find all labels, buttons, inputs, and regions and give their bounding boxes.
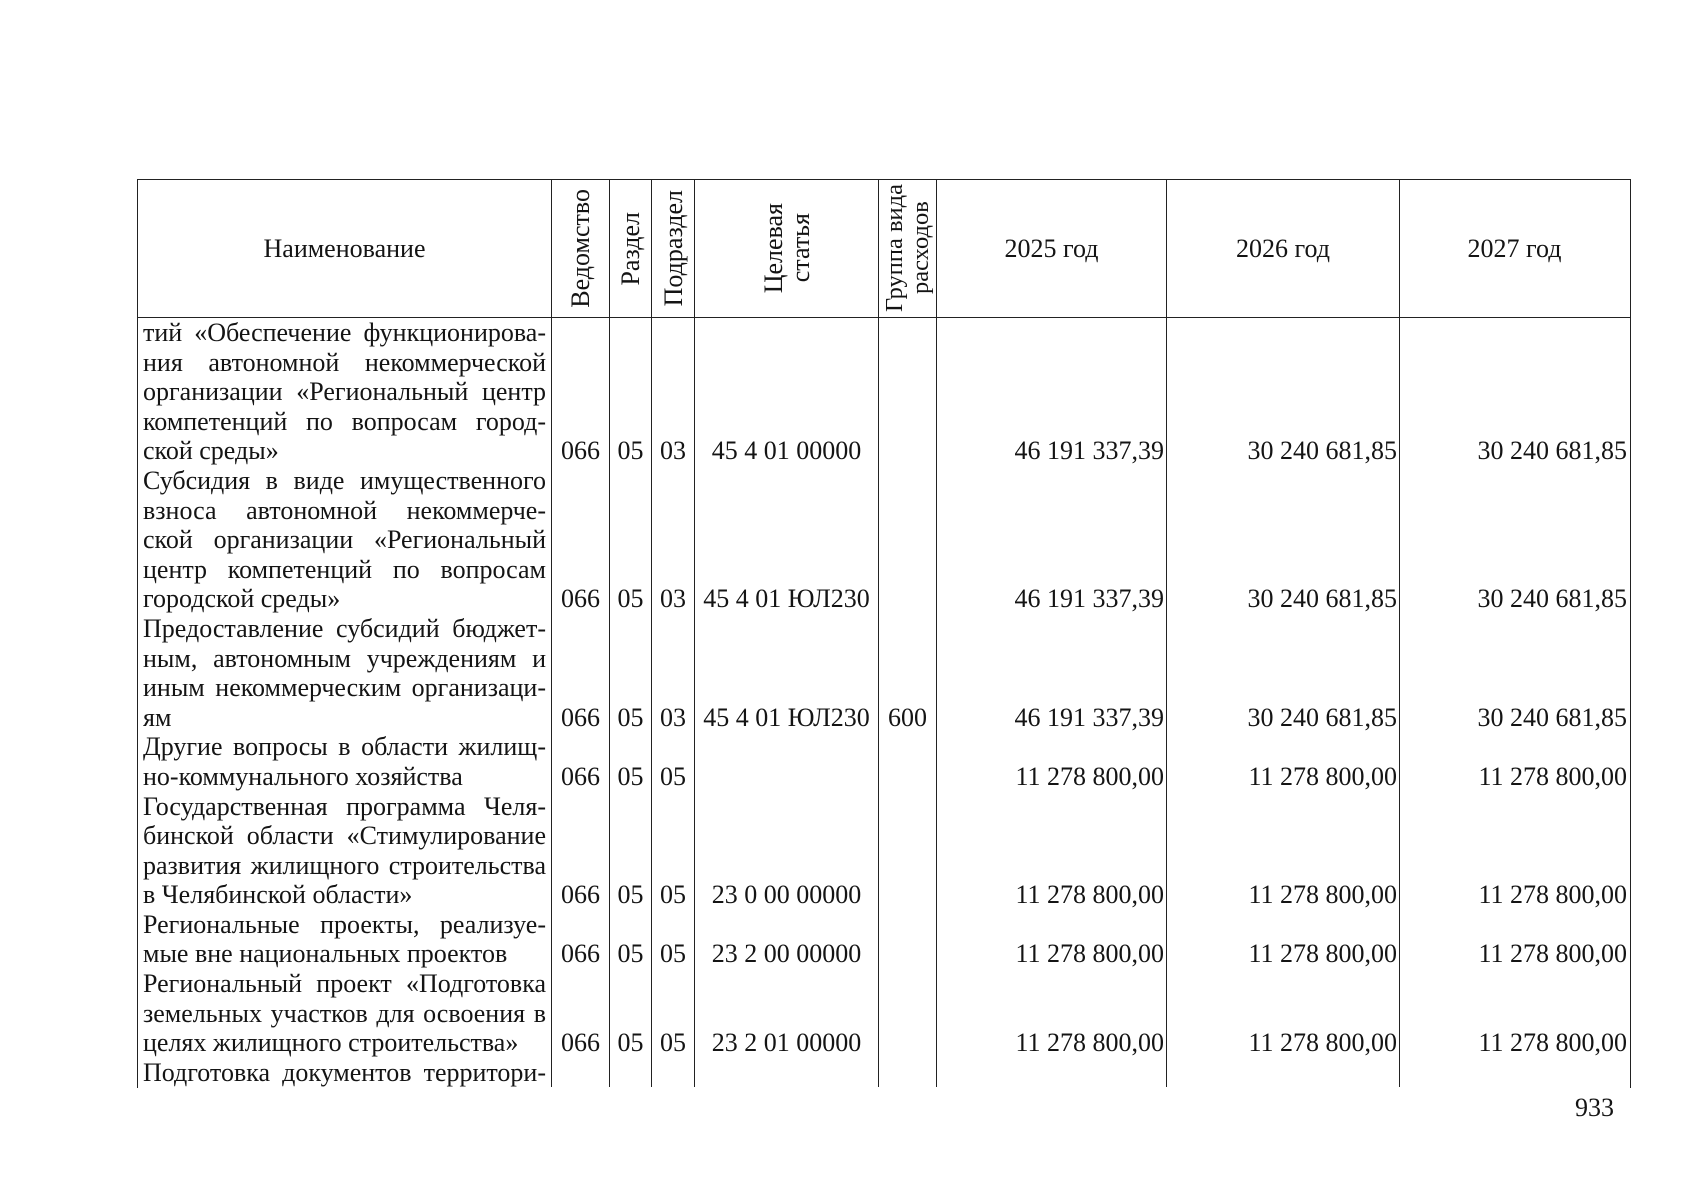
vedomstvo-value: 066: [561, 584, 600, 614]
razdel-value: 05: [617, 702, 644, 732]
amount-2027-cell: [1399, 732, 1629, 791]
razdel-cell: [609, 1058, 651, 1087]
header-celevaya-line-1: Целевая: [758, 203, 788, 294]
table-row: [138, 792, 1630, 910]
header-razdel: [617, 212, 644, 286]
podrazdel-cell: [651, 1058, 694, 1087]
table-row: [138, 969, 1630, 1058]
header-celevaya-statya: [760, 203, 814, 293]
amount-2027-value: 11 278 800,00: [1478, 761, 1627, 791]
amount-2025-cell: [936, 318, 1166, 466]
amount-2027-cell: [1399, 614, 1629, 732]
header-vedomstvo-text: Ведомство: [566, 189, 595, 308]
name-cell: [138, 910, 551, 969]
header-gruppa-vida: [882, 184, 934, 312]
razdel-cell: [609, 318, 651, 466]
celevaya-statya-cell: [694, 466, 878, 614]
header-2027-cell: [1399, 180, 1629, 317]
celevaya-statya-cell: [694, 910, 878, 969]
celevaya-statya-cell: [694, 614, 878, 732]
celevaya-statya-cell: [694, 318, 878, 466]
amount-2025-value: 46 191 337,39: [1014, 436, 1164, 466]
header-podrazdel-cell: [651, 180, 694, 317]
podrazdel-value: 03: [660, 436, 686, 466]
celevaya-statya-value: 23 2 00 00000: [711, 939, 862, 969]
razdel-cell: [609, 614, 651, 732]
amount-2026-cell: [1166, 318, 1399, 466]
razdel-value: 05: [617, 761, 644, 791]
amount-2027-value: 30 240 681,85: [1477, 584, 1627, 614]
name-line: взноса автономной некоммерче-: [143, 495, 546, 525]
celevaya-statya-cell: [694, 732, 878, 791]
table-row: [138, 318, 1630, 466]
header-podrazdel-text: Подраздел: [658, 190, 688, 307]
celevaya-statya-value: 45 4 01 ЮЛ230: [703, 702, 870, 732]
name-line: но-коммунального хозяйства: [143, 761, 463, 791]
razdel-value: 05: [617, 939, 644, 969]
name-cell: [138, 614, 551, 732]
gruppa-vida-cell: [878, 910, 936, 969]
amount-2025-value: 11 278 800,00: [1015, 939, 1164, 969]
gruppa-vida-value: 600: [888, 702, 927, 732]
amount-2026-value: 11 278 800,00: [1248, 761, 1397, 791]
header-vedomstvo-cell: [551, 180, 609, 317]
vedomstvo-value: 066: [561, 436, 600, 466]
name-line: Субсидия в виде имущественного: [143, 465, 546, 495]
podrazdel-cell: [651, 732, 694, 791]
amount-2027-value: 11 278 800,00: [1478, 939, 1627, 969]
razdel-cell: [609, 792, 651, 910]
vedomstvo-cell: [551, 318, 609, 466]
amount-2025-value: 46 191 337,39: [1014, 702, 1164, 732]
name-line: целях жилищного строительства»: [143, 1028, 519, 1058]
vedomstvo-cell: [551, 1058, 609, 1087]
celevaya-statya-cell: [694, 969, 878, 1058]
gruppa-vida-cell: [878, 1058, 936, 1087]
razdel-value: 05: [617, 584, 644, 614]
name-line: тий «Обеспечение функционирова-: [143, 318, 546, 347]
vedomstvo-value: 066: [561, 1028, 600, 1058]
table-row: [138, 732, 1630, 791]
budget-table: [137, 179, 1631, 1088]
vedomstvo-cell: [551, 910, 609, 969]
name-line: организации «Региональный центр: [143, 377, 546, 407]
header-2025: 2025 год: [1004, 233, 1099, 263]
name-cell: [138, 969, 551, 1058]
amount-2027-value: 30 240 681,85: [1477, 702, 1627, 732]
amount-2025-value: 46 191 337,39: [1014, 584, 1164, 614]
podrazdel-cell: [651, 318, 694, 466]
table-row: [138, 1058, 1630, 1087]
podrazdel-cell: [651, 792, 694, 910]
vedomstvo-cell: [551, 969, 609, 1058]
header-vedomstvo: [567, 189, 594, 308]
razdel-cell: [609, 910, 651, 969]
celevaya-statya-cell: [694, 1058, 878, 1087]
vedomstvo-value: 066: [561, 939, 600, 969]
name-cell: [138, 732, 551, 791]
amount-2026-value: 30 240 681,85: [1247, 702, 1397, 732]
name-line: развития жилищного строительства: [143, 850, 546, 880]
gruppa-vida-cell: [878, 969, 936, 1058]
amount-2026-cell: [1166, 732, 1399, 791]
gruppa-vida-cell: [878, 732, 936, 791]
name-line: ным, автономным учреждениям и: [143, 643, 546, 673]
name-line: ям: [143, 702, 172, 732]
amount-2025-value: 11 278 800,00: [1015, 880, 1164, 910]
amount-2027-value: 11 278 800,00: [1478, 880, 1627, 910]
name-cell: [138, 318, 551, 466]
celevaya-statya-value: 23 2 01 00000: [711, 1028, 862, 1058]
amount-2026-cell: [1166, 910, 1399, 969]
razdel-cell: [609, 969, 651, 1058]
amount-2027-cell: [1399, 910, 1629, 969]
podrazdel-cell: [651, 466, 694, 614]
name-line: Региональный проект «Подготовка: [143, 969, 546, 999]
amount-2025-cell: [936, 614, 1166, 732]
name-line: мые вне национальных проектов: [143, 939, 508, 969]
gruppa-vida-cell: [878, 318, 936, 466]
table-row: [138, 614, 1630, 732]
amount-2027-cell: [1399, 318, 1629, 466]
name-line: компетенций по вопросам город-: [143, 406, 546, 436]
table-row: [138, 466, 1630, 614]
name-line: Государственная программа Челя-: [143, 791, 546, 821]
amount-2025-value: 11 278 800,00: [1015, 761, 1164, 791]
celevaya-statya-cell: [694, 792, 878, 910]
table-body: [138, 318, 1630, 1087]
amount-2025-value: 11 278 800,00: [1015, 1028, 1164, 1058]
gruppa-vida-cell: [878, 614, 936, 732]
name-line: ской организации «Региональный: [143, 525, 546, 555]
amount-2026-value: 11 278 800,00: [1248, 880, 1397, 910]
amount-2027-value: 11 278 800,00: [1478, 1028, 1627, 1058]
name-line: ской среды»: [143, 436, 279, 466]
podrazdel-cell: [651, 614, 694, 732]
amount-2027-cell: [1399, 1058, 1629, 1087]
amount-2027-cell: [1399, 969, 1629, 1058]
razdel-value: 05: [617, 436, 644, 466]
vedomstvo-value: 066: [561, 880, 600, 910]
amount-2026-cell: [1166, 614, 1399, 732]
celevaya-statya-value: 45 4 01 ЮЛ230: [703, 584, 870, 614]
name-cell: [138, 466, 551, 614]
name-line: городской среды»: [143, 584, 341, 614]
amount-2025-cell: [936, 792, 1166, 910]
header-2026-cell: [1166, 180, 1399, 317]
razdel-value: 05: [617, 880, 644, 910]
name-line: Подготовка документов территори-: [143, 1057, 546, 1087]
vedomstvo-value: 066: [561, 761, 600, 791]
gruppa-vida-cell: [878, 792, 936, 910]
name-line: иным некоммерческим организаци-: [143, 673, 546, 703]
header-gruppa-vida-cell: [878, 180, 936, 317]
celevaya-statya-value: 45 4 01 00000: [711, 436, 862, 466]
amount-2025-cell: [936, 466, 1166, 614]
podrazdel-cell: [651, 910, 694, 969]
podrazdel-value: 03: [660, 702, 686, 732]
amount-2027-cell: [1399, 466, 1629, 614]
amount-2027-cell: [1399, 792, 1629, 910]
name-cell: [138, 1058, 551, 1087]
amount-2026-value: 11 278 800,00: [1248, 1028, 1397, 1058]
amount-2025-cell: [936, 910, 1166, 969]
vedomstvo-value: 066: [561, 702, 600, 732]
amount-2026-cell: [1166, 1058, 1399, 1087]
header-gruppa-line-1: Группа вида: [880, 184, 908, 313]
amount-2026-value: 30 240 681,85: [1247, 584, 1397, 614]
razdel-cell: [609, 732, 651, 791]
amount-2026-cell: [1166, 792, 1399, 910]
name-line: земельных участков для освоения в: [143, 998, 546, 1028]
header-gruppa-line-2: расходов: [906, 202, 934, 295]
header-2027: 2027 год: [1467, 233, 1562, 263]
name-line: Другие вопросы в области жилищ-: [143, 732, 546, 762]
header-2025-cell: [936, 180, 1166, 317]
name-line: центр компетенций по вопросам: [143, 554, 546, 584]
header-name-cell: [138, 180, 551, 317]
header-razdel-text: Раздел: [616, 211, 645, 286]
vedomstvo-cell: [551, 614, 609, 732]
page-number: 933: [1575, 1093, 1614, 1122]
table-row: [138, 910, 1630, 969]
vedomstvo-cell: [551, 466, 609, 614]
amount-2026-cell: [1166, 466, 1399, 614]
podrazdel-value: 05: [660, 939, 686, 969]
amount-2025-cell: [936, 1058, 1166, 1087]
gruppa-vida-cell: [878, 466, 936, 614]
vedomstvo-cell: [551, 732, 609, 791]
header-podrazdel: [660, 190, 687, 306]
razdel-cell: [609, 466, 651, 614]
header-2026: 2026 год: [1236, 233, 1330, 263]
table-header: [138, 180, 1630, 318]
amount-2027-value: 30 240 681,85: [1477, 436, 1627, 466]
header-name: Наименование: [263, 233, 426, 263]
name-line: в Челябинской области»: [143, 880, 413, 910]
podrazdel-value: 05: [660, 1028, 686, 1058]
header-razdel-cell: [609, 180, 651, 317]
vedomstvo-cell: [551, 792, 609, 910]
podrazdel-value: 03: [660, 584, 686, 614]
name-line: Региональные проекты, реализуе-: [143, 909, 546, 939]
header-celevaya-statya-cell: [694, 180, 878, 317]
amount-2025-cell: [936, 732, 1166, 791]
name-line: бинской области «Стимулирование: [143, 821, 546, 851]
podrazdel-value: 05: [660, 880, 686, 910]
podrazdel-cell: [651, 969, 694, 1058]
name-cell: [138, 792, 551, 910]
amount-2026-cell: [1166, 969, 1399, 1058]
amount-2026-value: 11 278 800,00: [1248, 939, 1397, 969]
header-celevaya-line-2: статья: [785, 213, 815, 284]
podrazdel-value: 05: [660, 761, 686, 791]
amount-2025-cell: [936, 969, 1166, 1058]
name-line: Предоставление субсидий бюджет-: [143, 613, 546, 643]
amount-2026-value: 30 240 681,85: [1247, 436, 1397, 466]
name-line: ния автономной некоммерческой: [143, 347, 546, 377]
celevaya-statya-value: 23 0 00 00000: [711, 880, 862, 910]
razdel-value: 05: [617, 1028, 644, 1058]
